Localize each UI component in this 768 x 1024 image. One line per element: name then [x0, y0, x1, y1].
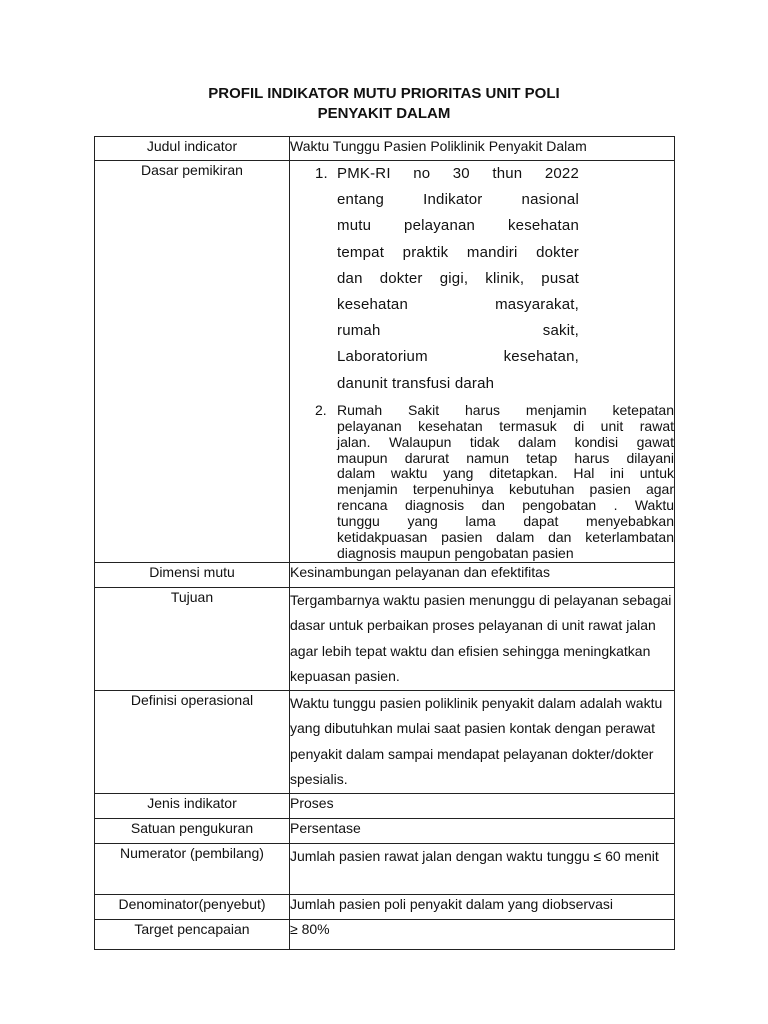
row-label: Judul indicator: [95, 137, 290, 161]
indicator-profile-table: [94, 136, 675, 950]
row-judul: [95, 137, 675, 161]
row-label: Denominator(penyebut): [95, 894, 290, 919]
row-target: [95, 919, 675, 949]
row-label: Numerator (pembilang): [95, 843, 290, 894]
list-number: 1.: [315, 165, 328, 182]
text-line: ketidakpuasan pasien dalam dan keterlambatan: [337, 529, 674, 546]
row-value: Jumlah pasien rawat jalan dengan waktu tunggu ≤ 60 menit: [290, 843, 675, 894]
text-line: Laboratorium kesehatan,: [337, 348, 579, 366]
row-label: Dasar pemikiran: [95, 161, 290, 563]
row-value: Jumlah pasien poli penyakit dalam yang diobservasi: [290, 894, 675, 919]
row-dasar: [95, 161, 675, 563]
row-satuan: [95, 818, 675, 843]
text-line: menjamin terpenuhinya kebutuhan pasien agar: [337, 481, 674, 498]
row-definisi: [95, 690, 675, 793]
text-line: diagnosis maupun pengobatan pasien: [337, 544, 574, 561]
text-line: entang Indikator nasional: [337, 191, 579, 209]
row-numerator: [95, 843, 675, 894]
row-value: Proses: [290, 793, 675, 818]
text-line: jalan. Walaupun tidak dalam kondisi gawat: [337, 433, 674, 450]
row-value: Waktu Tunggu Pasien Poliklinik Penyakit Dalam: [290, 137, 675, 161]
text-line: Rumah Sakit harus menjamin ketepatan: [337, 401, 674, 418]
text-line: tunggu yang lama dapat menyebabkan: [337, 513, 674, 530]
text-line: maupun darurat namun tetap harus dilayani: [337, 449, 674, 466]
list-item: [315, 161, 579, 397]
text-line: danunit transfusi darah: [337, 374, 495, 392]
text-line: kesehatan masyarakat,: [337, 296, 579, 314]
row-value: Waktu tunggu pasien poliklinik penyakit dalam adalah waktu yang dibutuhkan mulai saat pasien kontak dengan perawat penyakit dalam sampai mendapat pelayanan dokter/dokter spesialis.: [290, 690, 675, 793]
row-value: Kesinambungan pelayanan dan efektifitas: [290, 562, 675, 587]
row-tujuan: [95, 587, 675, 690]
row-value: ≥ 80%: [290, 919, 675, 949]
row-jenis: [95, 793, 675, 818]
row-denominator: [95, 894, 675, 919]
text-line: dalam waktu yang ditetapkan. Hal ini untuk: [337, 465, 674, 482]
row-label: Dimensi mutu: [95, 562, 290, 587]
document-title: [0, 84, 768, 124]
title-line-1: PROFIL INDIKATOR MUTU PRIORITAS UNIT POLI: [208, 85, 560, 102]
row-value: Tergambarnya waktu pasien menunggu di pelayanan sebagai dasar untuk perbaikan proses pelayanan di unit rawat jalan agar lebih tepat waktu dan efisien sehingga meningkatkan kepuasan pasien.: [290, 587, 675, 690]
row-value: Persentase: [290, 818, 675, 843]
text-line: pelayanan kesehatan termasuk di unit rawat: [337, 417, 674, 434]
row-value: [290, 161, 675, 563]
text-line: tempat praktik mandiri dokter: [337, 243, 579, 261]
row-dimensi: [95, 562, 675, 587]
text-line: mutu pelayanan kesehatan: [337, 217, 579, 235]
row-label: Tujuan: [95, 587, 290, 690]
row-label: Target pencapaian: [95, 919, 290, 949]
row-label: Jenis indikator: [95, 793, 290, 818]
text-line: rumah sakit,: [337, 322, 579, 340]
list-number: 2.: [315, 401, 327, 418]
row-label: Satuan pengukuran: [95, 818, 290, 843]
title-line-2: PENYAKIT DALAM: [317, 105, 451, 122]
text-line: PMK-RI no 30 thun 2022: [337, 165, 579, 182]
list-text: [337, 161, 579, 397]
row-label: Definisi operasional: [95, 690, 290, 793]
text-line: dan dokter gigi, klinik, pusat: [337, 269, 579, 287]
list-text: [337, 403, 674, 562]
list-item: [315, 403, 674, 562]
text-line: rencana diagnosis dan pengobatan . Waktu: [337, 497, 674, 514]
